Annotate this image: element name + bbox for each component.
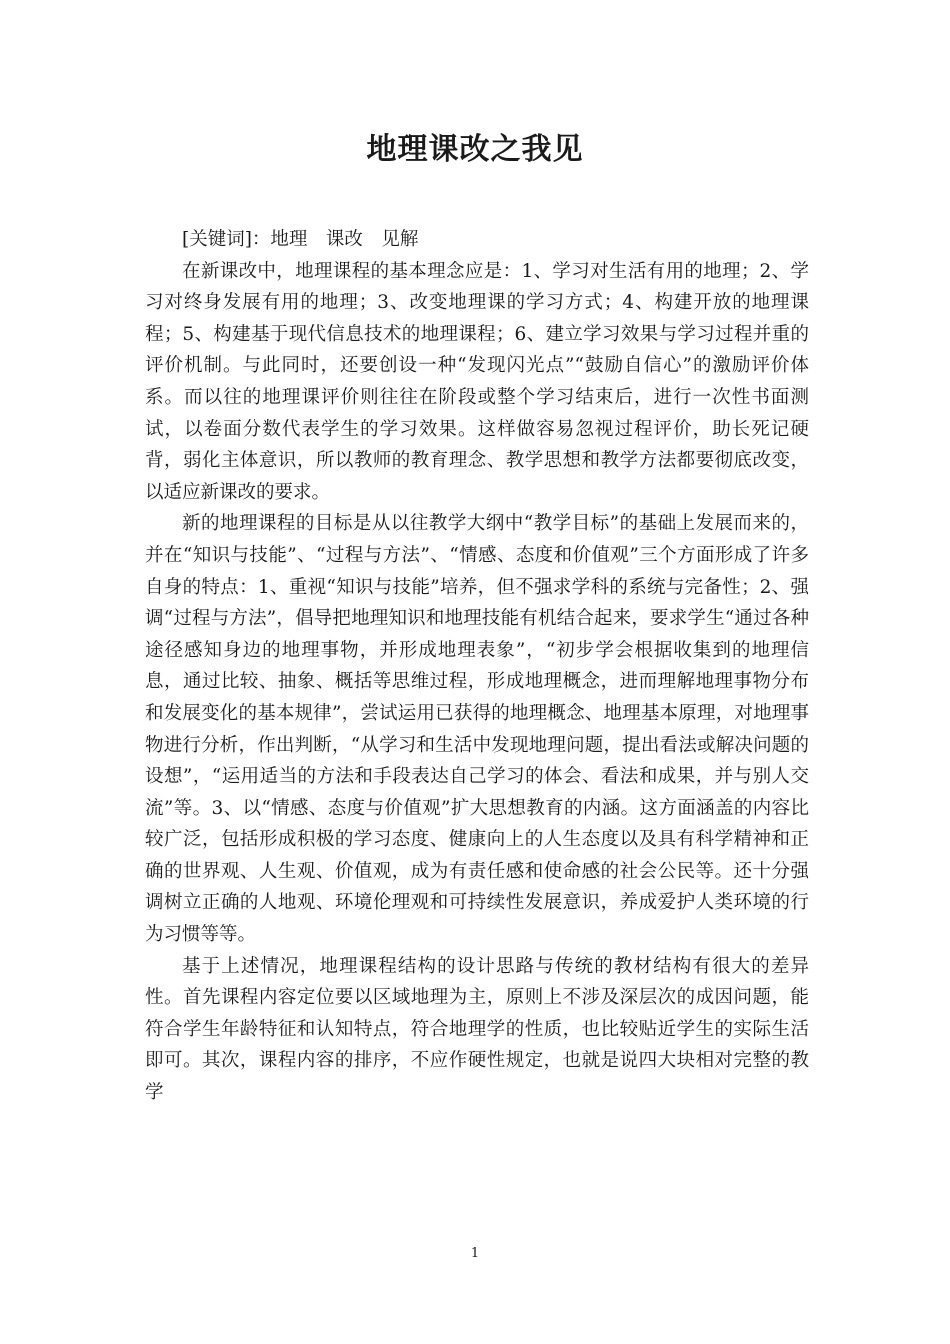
paragraph-3: 基于上述情况，地理课程结构的设计思路与传统的教材结构有很大的差异性。首先课程内容定位要以区域地理为主，原则上不涉及深层次的成因问题，能符合学生年龄特征和认知特点，符合地理学的性质，也比较贴近学生的实际生活即可。其次，课程内容的排序，不应作硬性规定，也就是说四大块相对完整的教学 [145, 955, 809, 1104]
paragraph-1: 在新课改中，地理课程的基本理念应是：1、学习对生活有用的地理；2、学习对终身发展有用的地理；3、改变地理课的学习方式；4、构建开放的地理课程；5、构建基于现代信息技术的地理课程；6、建立学习效果与学习过程并重的评价机制。与此同时，还要创设一种“发现闪光点”“鼓励自信心”的激励评价体系。而以往的地理课评价则往往在阶段或整个学习结束后，进行一次性书面测试，以卷面分数代表学生的学习效果。这样做容易忽视过程评价，助长死记硬背，弱化主体意识，所以教师的教育理念、教学思想和教学方法都要彻底改变，以适应新课改的要求。 [145, 260, 809, 503]
document-body [145, 224, 809, 1109]
keywords-line: [关键词]：地理 课改 见解 [182, 229, 419, 250]
page-number: 1 [470, 1246, 480, 1261]
document-title: 地理课改之我见 [366, 132, 584, 167]
paragraph-2: 新的地理课程的目标是从以往教学大纲中“教学目标”的基础上发展而来的，并在“知识与技能”、“过程与方法”、“情感、态度和价值观”三个方面形成了许多自身的特点：1、重视“知识与技能”培养，但不强求学科的系统与完备性；2、强调“过程与方法”，倡导把地理知识和地理技能有机结合起来，要求学生“通过各种途径感知身边的地理事物，并形成地理表象”，“初步学会根据收集到的地理信息，通过比较、抽象、概括等思维过程，形成地理概念，进而理解地理事物分布和发展变化的基本规律”，尝试运用已获得的地理概念、地理基本原理，对地理事物进行分析，作出判断，“从学习和生活中发现地理问题，提出看法或解决问题的设想”，“运用适当的方法和手段表达自己学习的体会、看法和成果，并与别人交流”等。3、以“情感、态度与价值观”扩大思想教育的内涵。这方面涵盖的内容比较广泛，包括形成积极的学习态度、健康向上的人生态度以及具有科学精神和正确的世界观、人生观、价值观，成为有责任感和使命感的社会公民等。还十分强调树立正确的人地观、环境伦理观和可持续性发展意识，养成爱护人类环境的行为习惯等等。 [145, 513, 809, 946]
